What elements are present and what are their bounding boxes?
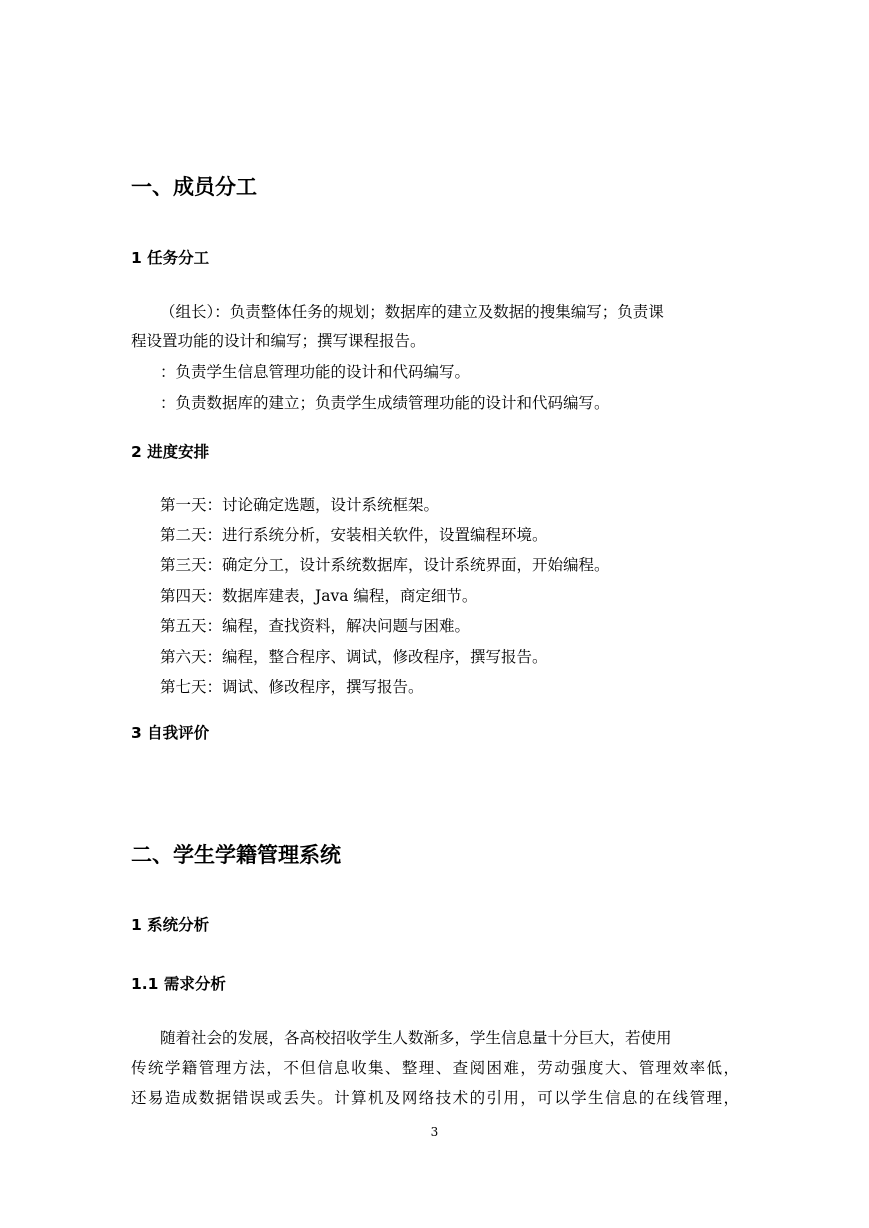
task-line-4: ：负责数据库的建立；负责学生成绩管理功能的设计和代码编写。 xyxy=(160,394,610,412)
subsection-system-analysis-heading: 1 系统分析 xyxy=(131,916,210,934)
subsection-schedule-heading: 2 进度安排 xyxy=(131,443,210,461)
subsection-task-division-heading: 1 任务分工 xyxy=(131,249,210,267)
section-1-heading: 一、成员分工 xyxy=(131,175,257,199)
page-number: 3 xyxy=(430,1125,439,1139)
schedule-day-5: 第五天：编程，查找资料，解决问题与困难。 xyxy=(160,617,471,635)
schedule-day-2: 第二天：进行系统分析，安装相关软件，设置编程环境。 xyxy=(160,526,548,544)
task-line-1: （组长）：负责整体任务的规划；数据库的建立及数据的搜集编写；负责课 xyxy=(160,303,664,321)
schedule-day-1: 第一天：讨论确定选题，设计系统框架。 xyxy=(160,496,440,514)
subsection-requirements-analysis-heading: 1.1 需求分析 xyxy=(131,975,226,993)
task-line-2: 程设置功能的设计和编写；撰写课程报告。 xyxy=(131,332,426,350)
schedule-day-7: 第七天：调试、修改程序，撰写报告。 xyxy=(160,678,424,696)
task-line-3: ：负责学生信息管理功能的设计和代码编写。 xyxy=(160,363,471,381)
requirements-line-2: 传统学籍管理方法，不但信息收集、整理、查阅困难，劳动强度大、管理效率低， xyxy=(131,1059,739,1077)
requirements-line-3: 还易造成数据错误或丢失。计算机及网络技术的引用，可以学生信息的在线管理， xyxy=(131,1089,739,1107)
schedule-day-6: 第六天：编程，整合程序、调试，修改程序，撰写报告。 xyxy=(160,648,548,666)
schedule-day-4: 第四天：数据库建表，Java 编程，商定细节。 xyxy=(160,587,478,605)
requirements-line-1: 随着社会的发展，各高校招收学生人数渐多，学生信息量十分巨大，若使用 xyxy=(160,1029,672,1047)
schedule-day-3: 第三天：确定分工，设计系统数据库，设计系统界面，开始编程。 xyxy=(160,556,610,574)
section-2-heading: 二、学生学籍管理系统 xyxy=(131,843,341,867)
subsection-self-evaluation-heading: 3 自我评价 xyxy=(131,724,210,742)
